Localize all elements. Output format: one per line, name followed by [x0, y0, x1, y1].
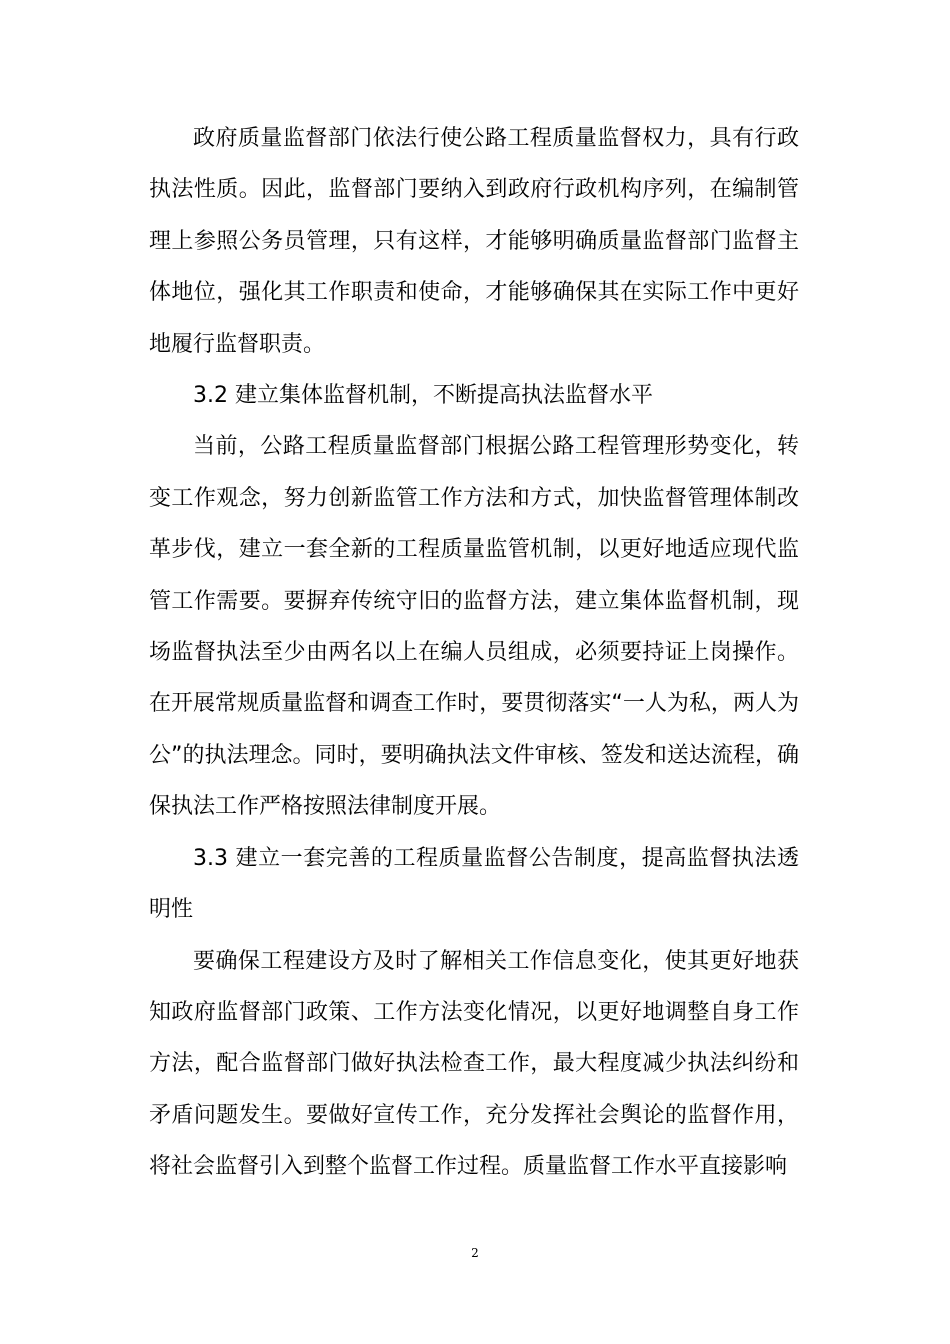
body-paragraph-3: 要确保工程建设方及时了解相关工作信息变化，使其更好地获知政府监督部门政策、工作方法变化情况，以更好地调整自身工作方法，配合监督部门做好执法检查工作，最大程度减少执法纠纷和矛盾问题发生。要做好宣传工作，充分发挥社会舆论的监督作用，将社会监督引入到整个监督工作过程。质量监督工作水平直接影响: [149, 948, 799, 1180]
section-heading-3-3: 3.3 建立一套完善的工程质量监督公告制度，提高监督执法透明性: [149, 845, 799, 923]
page-content: [149, 113, 799, 1193]
section-heading-3-2: 3.2 建立集体监督机制，不断提高执法监督水平: [193, 383, 653, 409]
page-number: 2: [471, 1246, 479, 1260]
body-paragraph-1: 政府质量监督部门依法行使公路工程质量监督权力，具有行政执法性质。因此，监督部门要纳入到政府行政机构序列，在编制管理上参照公务员管理，只有这样，才能够明确质量监督部门监督主体地位，强化其工作职责和使命，才能够确保其在实际工作中更好地履行监督职责。: [149, 126, 799, 357]
body-paragraph-2: 当前，公路工程质量监督部门根据公路工程管理形势变化，转变工作观念，努力创新监管工作方法和方式，加快监督管理体制改革步伐，建立一套全新的工程质量监管机制，以更好地适应现代监管工作需要。要摒弃传统守旧的监督方法，建立集体监督机制，现场监督执法至少由两名以上在编人员组成，必须要持证上岗操作。在开展常规质量监督和调查工作时，要贯彻落实“一人为私，两人为公”的执法理念。同时，要明确执法文件审核、签发和送达流程，确保执法工作严格按照法律制度开展。: [149, 434, 799, 820]
